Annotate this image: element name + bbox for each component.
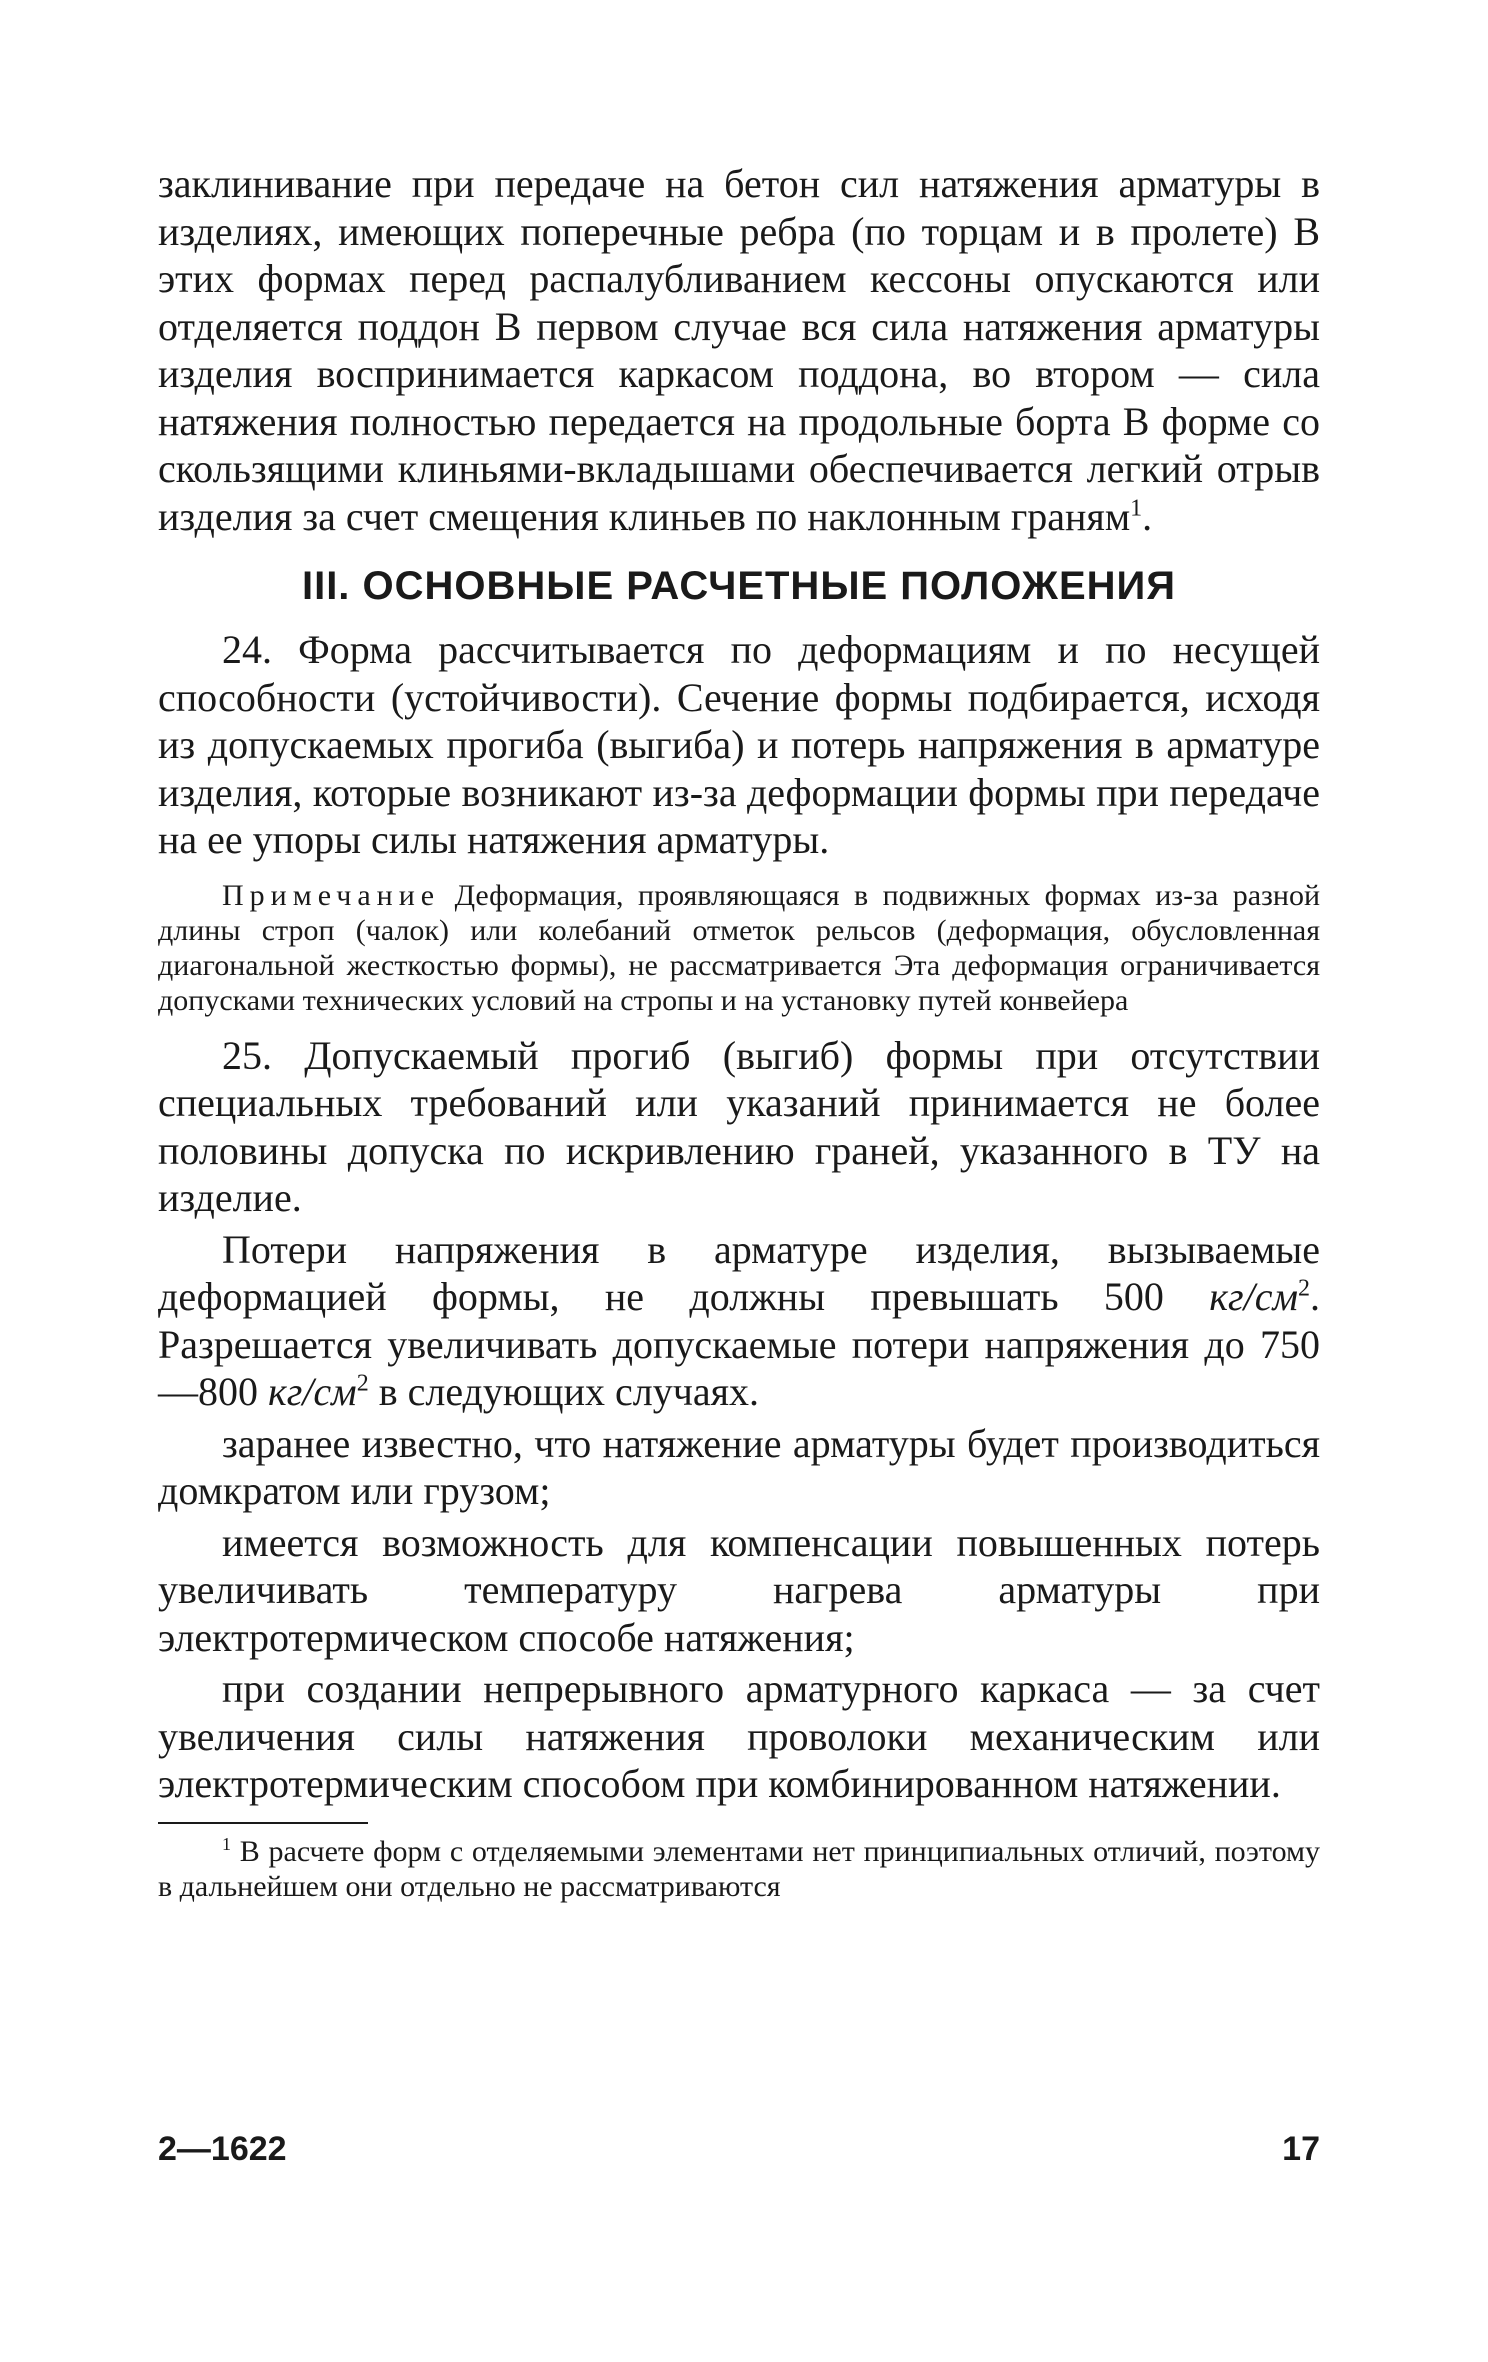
page-number: 17 <box>1282 2130 1320 2168</box>
paragraph-25: 25. Допускаемый прогиб (выгиб) формы при отсутствии специальных требований или указаний принимается не более половины допуска по искривлению граней, указанного в ТУ на изделие. <box>158 1032 1320 1220</box>
section-heading: III. ОСНОВНЫЕ РАСЧЕТНЫЕ ПОЛОЖЕНИЯ <box>301 564 1177 608</box>
note-text: Деформация, проявляющаяся в подвижных формах из-за разной длины строп (чалок) или колебаний отметок рельсов (деформация, обусловленная диагональной жесткостью формы), не рассматривается Эта деформация ограничивается допусками технических условий на стропы и на установку путей конвейера <box>158 878 1320 1017</box>
case-item-2: имеется возможность для компенсации повышенных потерь увеличивать температуру нагрева арматуры при электротермическом способе натяжения; <box>158 1519 1320 1660</box>
footnote-divider <box>158 1822 368 1824</box>
paragraph-24: 24. Форма рассчитывается по деформациям и по несущей способности (устойчивости). Сечение формы подбирается, исходя из допускаемых прогиба (выгиба) и потерь напряжения в арматуре изделия, которые возникают из-за деформации формы при передаче на ее упоры силы натяжения арматуры. <box>158 627 1320 862</box>
case-item-1: заранее известно, что натяжение арматуры будет производиться домкратом или грузом; <box>158 1420 1320 1513</box>
footnote-number: 1 <box>222 1833 231 1854</box>
page-footer <box>158 2130 1320 2169</box>
printer-signature: 2—1622 <box>158 2130 287 2168</box>
footnote: $^1$ В расчете форм с отделяемыми элементами нет принципиальных отличий, поэтому в дальнейшем они отдельно не рассматриваются <box>158 1833 1321 1903</box>
footnote-mark: 1 <box>1130 495 1143 522</box>
continuation-paragraph: заклинивание при передаче на бетон сил натяжения арматуры в изделиях, имеющих поперечные ребра (по торцам и в пролете) В этих формах перед распалубливанием кессоны опускаются или отделяется поддон В первом случае вся сила натяжения арматуры изделия воспринимается каркасом поддона, во втором — сила натяжения полностью передается на продольные борта В форме со скользящими клиньями-вкладышами обеспечивается легкий отрыв изделия за счет смещения клиньев по наклонным граням$^1$. <box>158 161 1320 539</box>
losses-paragraph: Потери напряжения в арматуре изделия, вызываемые деформацией формы, не должны превышать 500 $кг/см^2$. Разрешается увеличивать допускаемые потери напряжения до 750—800 $кг/см^2$ в следующих случаях. <box>158 1226 1321 1414</box>
note-paragraph <box>158 878 1320 1018</box>
note-label: Примечание <box>222 878 441 912</box>
case-item-3: при создании непрерывного арматурного каркаса — за счет увеличения силы натяжения проволоки механическим или электротермическим способом при комбинированном натяжении. <box>158 1666 1320 1806</box>
page-body <box>158 160 1320 1904</box>
